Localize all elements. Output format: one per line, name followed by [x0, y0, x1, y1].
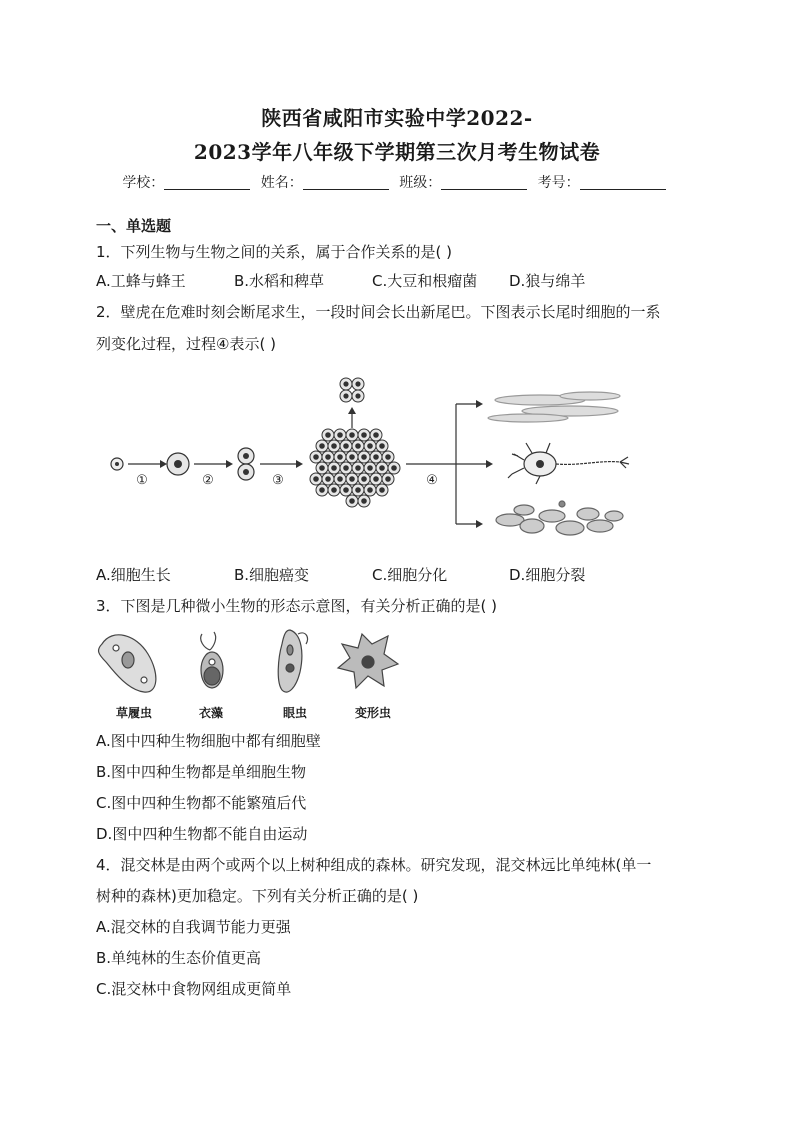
microorganisms-figure [92, 624, 412, 702]
question-1-stem: 1．下列生物与生物之间的关系，属于合作关系的是( ) [96, 243, 453, 261]
q2-option-a[interactable]: A.细胞生长 [96, 566, 171, 584]
name-blank[interactable] [303, 175, 389, 190]
q1-option-c[interactable]: C.大豆和根瘤菌 [372, 272, 478, 290]
neuron-icon [508, 443, 629, 484]
class-blank[interactable] [441, 175, 527, 190]
question-2-stem-line2: 列变化过程，过程④表示( ) [96, 335, 276, 353]
small-cell-group-icon [340, 378, 364, 402]
q3-option-a[interactable]: A.图中四种生物细胞中都有细胞壁 [96, 732, 321, 750]
cell-process-diagram [100, 376, 640, 544]
student-info-row [0, 172, 794, 192]
name-label: 姓名： [260, 175, 303, 191]
amoeba-icon [338, 634, 398, 688]
exam-title-line2: 2023学年八年级下学期第三次月考生物试卷 [193, 140, 601, 164]
q3-option-b[interactable]: B.图中四种生物都是单细胞生物 [96, 763, 307, 781]
school-blank[interactable] [164, 175, 250, 190]
question-3-stem: 3．下图是几种微小生物的形态示意图，有关分析正确的是( ) [96, 597, 498, 615]
step-1-label: ① [136, 473, 148, 488]
caption-amoeba: 变形虫 [354, 706, 391, 720]
cell-cluster-icon [310, 429, 400, 507]
caption-euglena: 眼虫 [282, 706, 307, 720]
chlamydomonas-icon [201, 632, 223, 688]
q2-option-d[interactable]: D.细胞分裂 [509, 566, 586, 584]
q1-option-d[interactable]: D.狼与绵羊 [509, 272, 586, 290]
question-2-stem-line1: 2．壁虎在危难时刻会断尾求生，一段时间会长出新尾巴。下图表示长尾时细胞的一系 [96, 303, 661, 321]
exam-title-line1: 陕西省咸阳市实验中学2022- [261, 106, 533, 130]
class-label: 班级： [399, 175, 442, 191]
q4-option-a[interactable]: A.混交林的自我调节能力更强 [96, 918, 291, 936]
q1-option-b[interactable]: B.水稻和稗草 [234, 272, 325, 290]
q2-option-b[interactable]: B.细胞癌变 [234, 566, 310, 584]
euglena-icon [278, 630, 307, 692]
question-4-stem-line2: 树种的森林)更加稳定。下列有关分析正确的是( ) [96, 887, 419, 905]
blood-cells-icon [496, 501, 623, 535]
step-2-label: ② [202, 473, 214, 488]
q4-option-c[interactable]: C.混交林中食物网组成更简单 [96, 980, 292, 998]
q3-option-c[interactable]: C.图中四种生物都不能繁殖后代 [96, 794, 307, 812]
question-4-stem-line1: 4．混交林是由两个或两个以上树种组成的森林。研究发现，混交林远比单纯林(单一 [96, 856, 652, 874]
step-4-label: ④ [426, 473, 438, 488]
school-label: 学校： [122, 175, 165, 191]
q1-option-a[interactable]: A.工蜂与蜂王 [96, 272, 186, 290]
paramecium-icon [99, 635, 156, 692]
exam-number-label: 考号： [537, 175, 580, 191]
caption-chlamydomonas: 衣藻 [198, 706, 223, 720]
q2-option-c[interactable]: C.细胞分化 [372, 566, 448, 584]
section-heading: 一、单选题 [96, 217, 172, 235]
q3-option-d[interactable]: D.图中四种生物都不能自由运动 [96, 825, 308, 843]
muscle-tissue-icon [488, 392, 620, 422]
exam-number-blank[interactable] [580, 175, 666, 190]
step-3-label: ③ [272, 473, 284, 488]
q4-option-b[interactable]: B.单纯林的生态价值更高 [96, 949, 262, 967]
caption-paramecium: 草履虫 [115, 706, 152, 720]
